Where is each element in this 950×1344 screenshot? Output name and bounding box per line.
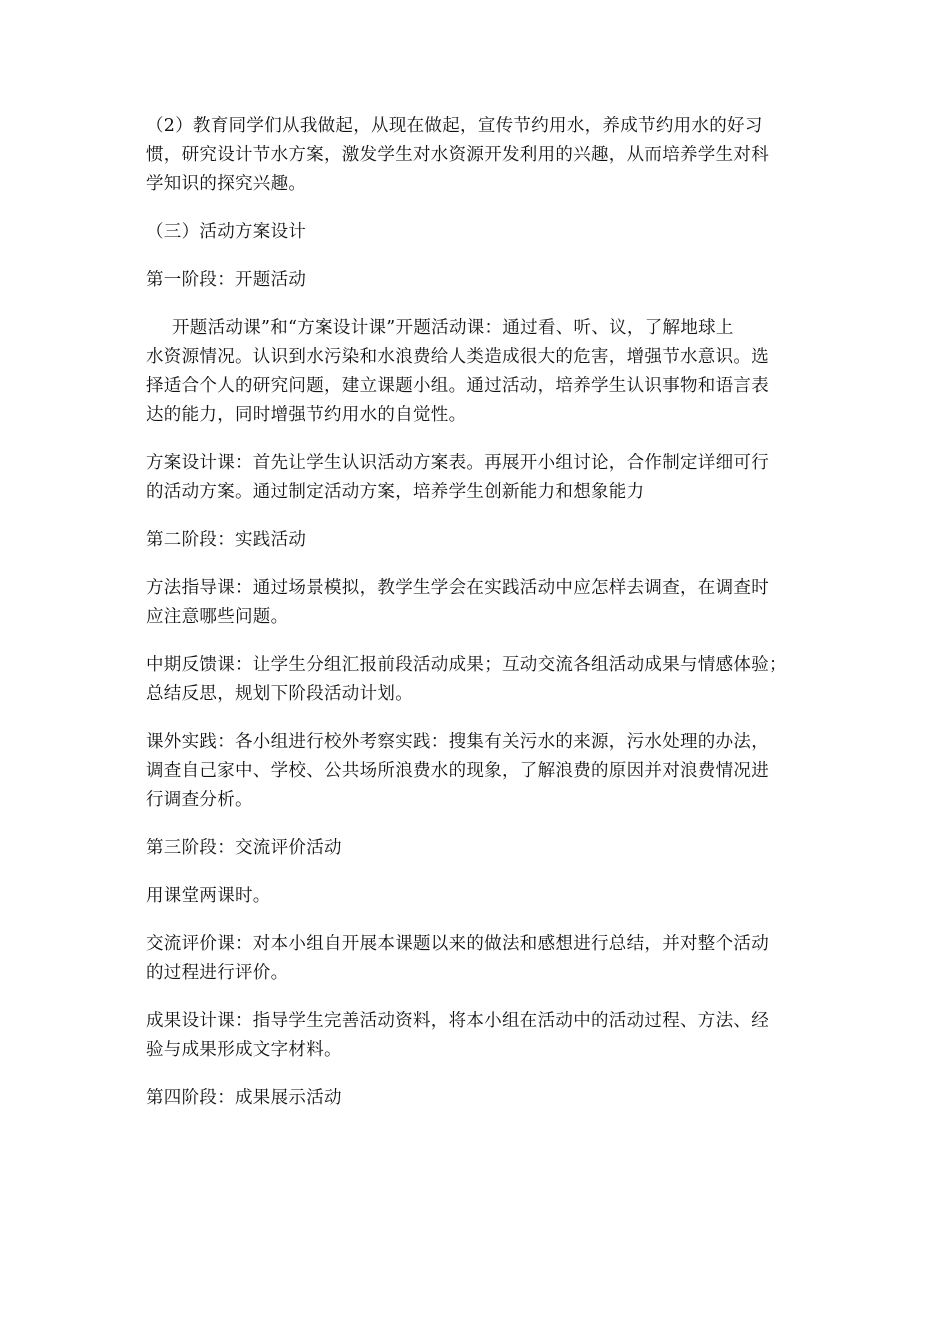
- text-line: 调查自己家中、学校、公共场所浪费水的现象，了解浪费的原因并对浪费情况进: [146, 761, 769, 781]
- text-line: 验与成果形成文字材料。: [146, 1040, 342, 1060]
- stage-1-heading: [146, 266, 810, 295]
- text-line: 的活动方案。通过制定活动方案，培养学生创新能力和想象能力: [146, 482, 645, 502]
- paragraph-stage-1-opening: [146, 314, 810, 430]
- paragraph-goal-2: [146, 112, 810, 199]
- text-line: 总结反思，规划下阶段活动计划。: [146, 684, 413, 704]
- text-line: 应注意哪些问题。: [146, 607, 289, 627]
- paragraph-stage-2-practice: [146, 728, 810, 815]
- text-line: 课外实践：各小组进行校外考察实践：搜集有关污水的来源，污水处理的办法，: [146, 732, 769, 752]
- document-body: [146, 112, 810, 1132]
- paragraph-stage-2-feedback: [146, 651, 810, 709]
- section-heading-activity-design: [146, 218, 810, 247]
- heading-text: 第一阶段：开题活动: [146, 270, 307, 290]
- text-line: 行调查分析。: [146, 790, 253, 810]
- text-line: 的过程进行评价。: [146, 963, 289, 983]
- heading-text: （三）活动方案设计: [146, 222, 307, 242]
- text-line: 中期反馈课：让学生分组汇报前段活动成果；互动交流各组活动成果与情感体验；: [146, 655, 787, 675]
- paragraph-stage-2-method: [146, 574, 810, 632]
- paragraph-stage-3-results: [146, 1007, 810, 1065]
- text-line: 成果设计课：指导学生完善活动资料，将本小组在活动中的活动过程、方法、经: [146, 1011, 769, 1031]
- text-line: 开题活动课”和“方案设计课”开题活动课：通过看、听、议，了解地球上: [172, 318, 734, 338]
- text-line: 方案设计课：首先让学生认识活动方案表。再展开小组讨论，合作制定详细可行: [146, 453, 769, 473]
- text-line: （2）教育同学们从我做起，从现在做起，宣传节约用水，养成节约用水的好习: [146, 116, 763, 136]
- text-line: 交流评价课：对本小组自开展本课题以来的做法和感想进行总结，并对整个活动: [146, 934, 769, 954]
- heading-text: 第二阶段：实践活动: [146, 530, 307, 550]
- text-line: 择适合个人的研究问题，建立课题小组。通过活动，培养学生认识事物和语言表: [146, 376, 769, 396]
- text-line: 用课堂两课时。: [146, 886, 271, 906]
- paragraph-stage-3-evaluation: [146, 930, 810, 988]
- paragraph-stage-1-design: [146, 449, 810, 507]
- text-line: 水资源情况。认识到水污染和水浪费给人类造成很大的危害，增强节水意识。选: [146, 347, 769, 367]
- text-line: 学知识的探究兴趣。: [146, 174, 307, 194]
- stage-3-heading: [146, 834, 810, 863]
- text-line: 惯，研究设计节水方案，激发学生对水资源开发利用的兴趣，从而培养学生对科: [146, 145, 769, 165]
- stage-2-heading: [146, 526, 810, 555]
- heading-text: 第三阶段：交流评价活动: [146, 838, 342, 858]
- text-line: 达的能力，同时增强节约用水的自觉性。: [146, 405, 467, 425]
- text-line: 方法指导课：通过场景模拟，教学生学会在实践活动中应怎样去调查，在调查时: [146, 578, 769, 598]
- paragraph-stage-3-time: [146, 882, 810, 911]
- stage-4-heading: [146, 1084, 810, 1113]
- heading-text: 第四阶段：成果展示活动: [146, 1088, 342, 1108]
